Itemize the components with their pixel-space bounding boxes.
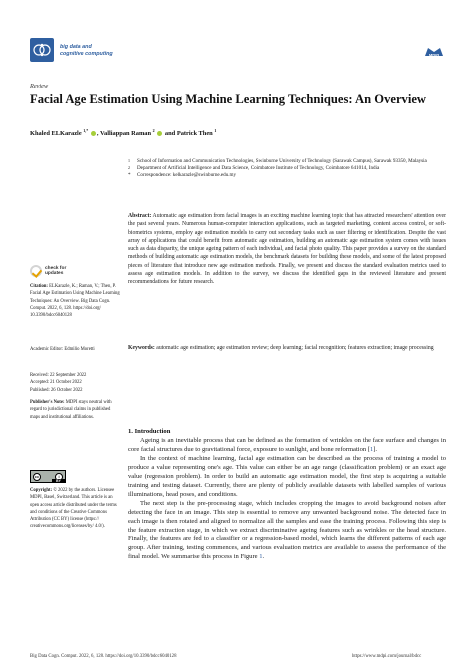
orcid-icon[interactable] [91, 131, 96, 136]
body-text [128, 437, 446, 562]
publisher-note-text: MDPI stays neutral with regard to jurisdictional claims in published maps and institutional affiliations. [30, 400, 112, 420]
check-for-updates-button[interactable] [30, 265, 74, 281]
academic-editor: Academic Editor: Edmilio Moretti [30, 347, 95, 352]
copyright [30, 487, 120, 531]
orcid-icon[interactable] [157, 131, 162, 136]
author-separator: and [164, 130, 176, 138]
author-superscript: 1 [214, 128, 217, 133]
paragraph-text: The next step is the pre-processing stage, which includes cropping the images to avoid background noises after detecting the face in an image. This step is essential to remove any unwanted background noise. The detected face in each image is then rotated and aligned to normalize all the samples and ease the training process. Following this step is the feature extraction stage, in which we extract discriminative ageing features such as wrinkles or the head structure. Finally, the features are fed to a classifier or a regression-based model, which learns the different patterns of each age group. After training, testing commences, and various evaluation metrics are available to assess the performance of the final model. We summarise this process in Figure [128, 499, 446, 561]
received-date: Received: 22 September 2022 [30, 373, 87, 378]
abstract-label: Abstract: [128, 213, 152, 219]
affiliation-number: 2 [128, 165, 130, 170]
keywords-label: Keywords: [128, 345, 155, 351]
cc-license-badge[interactable] [30, 470, 66, 483]
correspondence-text[interactable]: Correspondence: kelkarazle@swinburne.edu.my [137, 172, 237, 178]
journal-name-line2: cognitive computing [60, 51, 113, 57]
affiliation-text: Department of Artificial Intelligence and Data Science, Coimbatore Institute of Technology, Coimbatore 641014, India [137, 165, 380, 171]
mdpi-logo-text: MDPI [429, 52, 439, 58]
journal-name [60, 44, 113, 58]
abstract [128, 212, 446, 287]
check-for-updates-label [45, 266, 66, 276]
publication-dates [30, 372, 120, 394]
affiliation-number: 1 [128, 158, 130, 163]
check-for-updates-line2: updates [45, 271, 64, 277]
journal-logo [30, 38, 54, 62]
citation [30, 283, 120, 319]
cc-by-label: BY [52, 479, 65, 483]
publisher-note-label: Publisher's Note: [30, 400, 65, 405]
author-list: Khaled ELKarazle $^{1,*}$ , Valliappan Raman $^2$ and Patrick Then $^1$ [30, 128, 217, 138]
publisher-note [30, 399, 120, 421]
section-heading: 1. Introduction [128, 428, 171, 435]
correspondence-item [128, 172, 428, 179]
body-paragraph [128, 500, 446, 563]
check-for-updates-line1: check for [45, 266, 67, 271]
figure-link[interactable]: 1 [259, 553, 263, 561]
attribution-icon: i [55, 473, 63, 481]
author-name[interactable]: Valliappan Raman [99, 130, 152, 138]
body-paragraph: In the context of machine learning, facial age estimation can be described as the process of training a model to produce a value representing one's age. This value can either be an age range (classification problem) or an exact age value (regression problem). In order to build an automatic age estimation model, the first step is acquiring a suitable training and testing dataset. Currently, there are plenty of publicly available datasets with labelled samples of various illuminations, head poses, and conditions. [128, 454, 446, 498]
affiliation-item [128, 158, 428, 165]
abstract-text: Automatic age estimation from facial images is an exciting machine learning topic that has attracted researchers' attention over the past several years. Numerous human-computer interaction applications, such as targeted marketing, content access control, or soft-biometrics systems, employ age estimation models to carry out secondary tasks such as user filtering or identification. Despite the vast array of applications that could benefit from automatic age estimation, building an automatic age estimation system comes with issues such as data disparity, the unique ageing pattern of each individual, and facial photo quality. This paper provides a survey on the standard methods of building automatic age estimation models, the benchmark datasets for building these models, and some of the latest proposed pieces of literature that introduce new age estimation methods. Finally, we present and discuss the standard evaluation metrics used to assess age estimation models. In addition to the survey, we discuss the identified gaps in the reviewed literature and present recommendations for future research. [128, 213, 447, 286]
paragraph-text: Ageing is an inevitable process that can be defined as the formation of wrinkles on the face surface and changes in core facial structures due to gravitational force, exposure to sunlight, and bone reformation [ [128, 437, 446, 453]
affiliation-text: School of Information and Communication Technologies, Swinburne University of Technology (Sarawak Campus), Sarawak 93350, Malaysia [137, 158, 427, 164]
citation-text[interactable]: ELKarazle, K.; Raman, V.; Then, P. Facial Age Estimation Using Machine Learning Techniques: An Overview. Big Data Cogn. Comput. 2022, 6, 128. https://doi.org/ 10.3390/bdcc6040128 [30, 284, 120, 319]
footer-citation: Big Data Cogn. Comput. 2022, 6, 128. https://doi.org/10.3390/bdcc6040128 [30, 654, 177, 659]
author-name[interactable]: Patrick Then [176, 130, 213, 138]
article-type: Review [30, 83, 49, 90]
affiliation-item [128, 165, 428, 172]
copyright-label: Copyright: [30, 488, 53, 493]
citation-label: Citation: [30, 284, 48, 289]
keywords [128, 344, 446, 352]
cc-icon: cc [34, 473, 40, 479]
paper-title: Facial Age Estimation Using Machine Learning Techniques: An Overview [30, 92, 427, 106]
footer-journal-url[interactable]: https://www.mdpi.com/journal/bdcc [352, 654, 422, 659]
copyright-text: © 2022 by the authors. Licensee MDPI, Basel, Switzerland. This article is an open access article distributed under the terms and conditions of the Creative Commons Attribution (CC BY) license (https:// creativecommons.org/licenses/by/ 4.0/). [30, 488, 117, 530]
mdpi-logo[interactable] [423, 46, 445, 58]
check-for-updates-icon [30, 265, 42, 277]
paragraph-text: . [262, 553, 265, 561]
reference-link[interactable]: 1 [369, 445, 374, 453]
journal-name-line1: big data and [60, 44, 92, 50]
correspondence-marker: * [128, 172, 131, 178]
keywords-text: automatic age estimation; age estimation review; deep learning; facial recognition; features extraction; image processing [156, 345, 434, 351]
author-superscript: 2 [152, 128, 155, 133]
body-paragraph [128, 437, 446, 455]
accepted-date: Accepted: 21 October 2022 [30, 380, 82, 386]
paragraph-text: ]. [373, 445, 378, 453]
affiliations [128, 158, 428, 179]
author-superscript: 1,* [83, 128, 89, 133]
published-date: Published: 26 October 2022 [30, 387, 83, 393]
author-name[interactable]: Khaled ELKarazle [30, 130, 82, 138]
